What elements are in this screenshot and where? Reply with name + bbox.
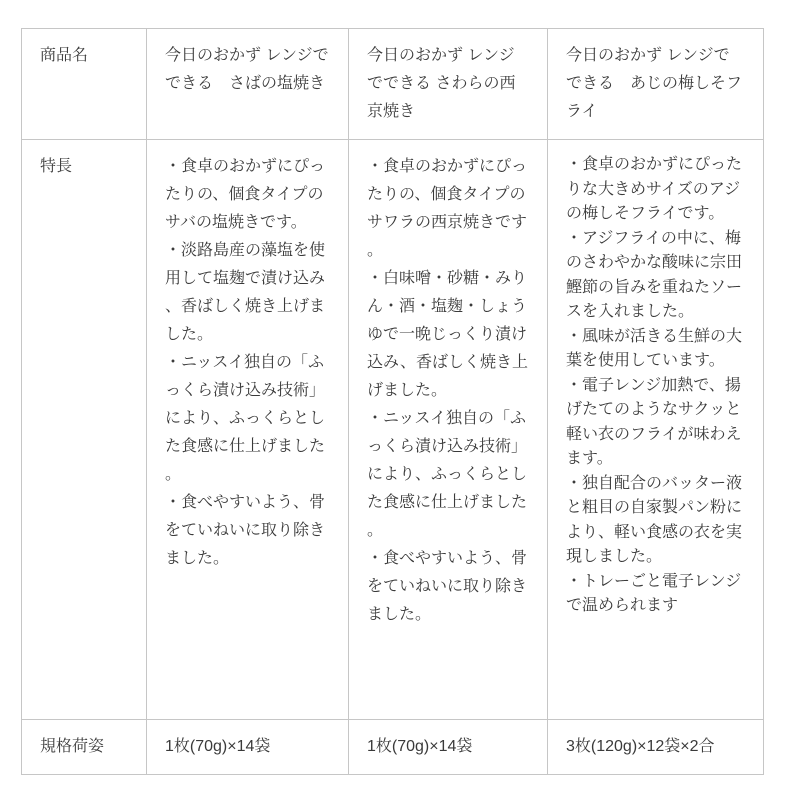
feature-item: ・白味噌・砂糖・みりん・酒・塩麹・しょうゆで一晩じっくり漬け込み、香ばしく焼き上げました。 — [367, 270, 528, 399]
product-name-cell-3: 今日のおかず レンジでできる あじの梅しそフライ — [548, 29, 764, 140]
feature-item: ・電子レンジ加熱で、揚げたてのようなサクッと軽い衣のフライが味わえます。 — [566, 376, 742, 467]
feature-item: ・食べやすいよう、骨をていねいに取り除きました。 — [165, 494, 326, 567]
feature-item: ・アジフライの中に、梅のさわやかな酸味に宗田鰹節の旨みを重ねたソースを入れました。 — [566, 229, 743, 320]
table-row-packaging — [22, 720, 764, 775]
row-label-features: 特長 — [22, 140, 147, 720]
packaging-cell-2: 1枚(70g)×14袋 — [349, 720, 548, 775]
features-cell-1 — [147, 140, 349, 720]
feature-item: ・食卓のおかずにぴったりの、個食タイプのサワラの西京焼きです。 — [367, 158, 528, 259]
product-name-cell-1: 今日のおかず レンジでできる さばの塩焼き — [147, 29, 349, 140]
feature-item: ・食べやすいよう、骨をていねいに取り除きました。 — [367, 550, 528, 623]
feature-item: ・ニッスイ独自の「ふっくら漬け込み技術」により、ふっくらとした食感に仕上げました。 — [367, 410, 528, 539]
feature-item: ・トレーごと電子レンジで温められます — [566, 572, 742, 614]
feature-item: ・ニッスイ独自の「ふっくら漬け込み技術」により、ふっくらとした食感に仕上げました。 — [165, 354, 326, 483]
row-label-product-name: 商品名 — [22, 29, 147, 140]
table-row-product-name — [22, 29, 764, 140]
feature-item: ・独自配合のバッター液と粗目の自家製パン粉により、軽い食感の衣を実現しました。 — [566, 474, 743, 565]
feature-item: ・食卓のおかずにぴったりの、個食タイプのサバの塩焼きです。 — [165, 158, 326, 231]
packaging-cell-3: 3枚(120g)×12袋×2合 — [548, 720, 764, 775]
features-cell-3 — [548, 140, 764, 720]
feature-item: ・淡路島産の藻塩を使用して塩麹で漬け込み、香ばしく焼き上げました。 — [165, 242, 326, 343]
features-cell-2 — [349, 140, 548, 720]
feature-item: ・風味が活きる生鮮の大葉を使用しています。 — [566, 327, 743, 369]
product-name-cell-2: 今日のおかず レンジでできる さわらの西京焼き — [349, 29, 548, 140]
packaging-cell-1: 1枚(70g)×14袋 — [147, 720, 349, 775]
product-spec-table — [21, 28, 764, 775]
feature-item: ・食卓のおかずにぴったりな大きめサイズのアジの梅しそフライです。 — [566, 156, 743, 222]
table-row-features — [22, 140, 764, 720]
row-label-packaging: 規格荷姿 — [22, 720, 147, 775]
